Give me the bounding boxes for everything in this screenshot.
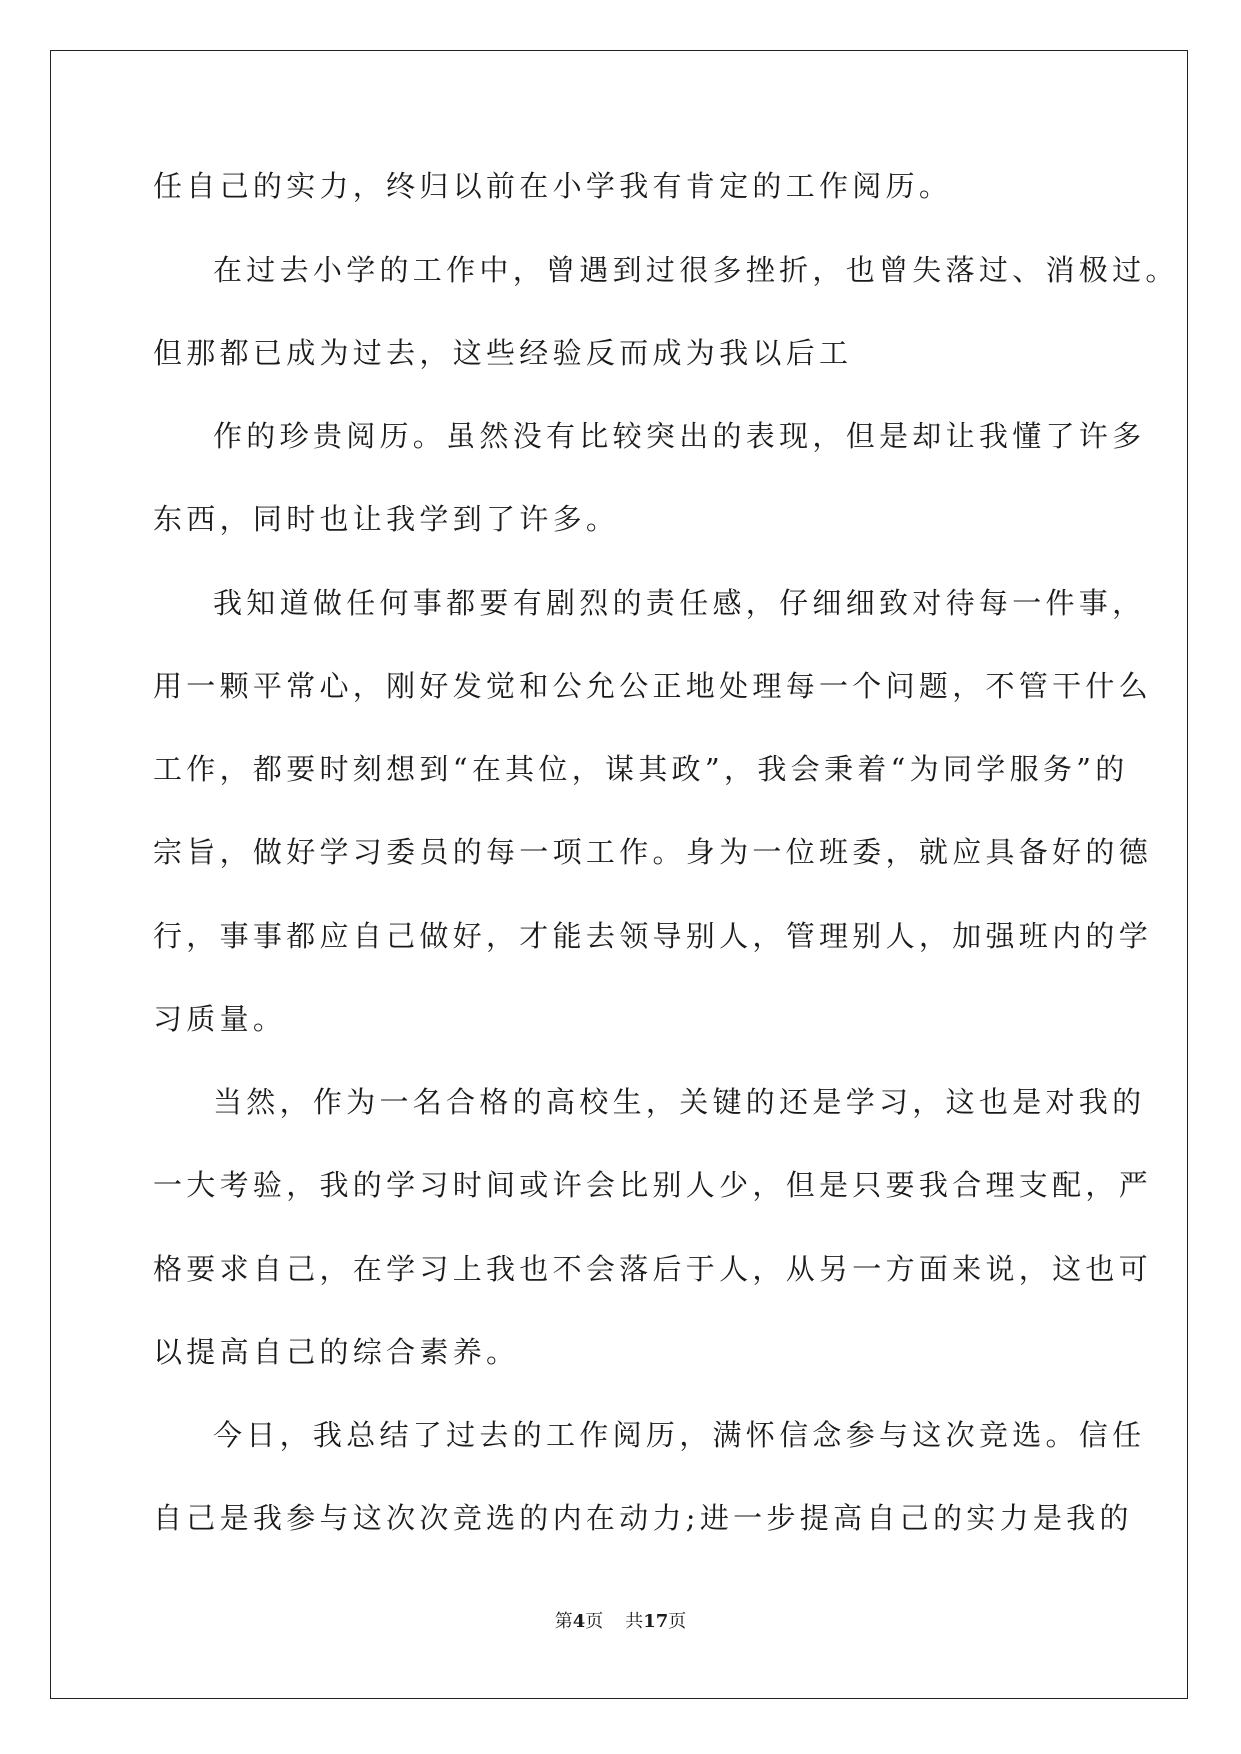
footer-page-suffix: 页: [585, 1611, 604, 1632]
body-line-2: 在过去小学的工作中，曾遇到过很多挫折，也曾失落过、消极过。: [213, 253, 1179, 287]
body-line-12: 当然，作为一名合格的高校生，关键的还是学习，这也是对我的: [213, 1085, 1146, 1119]
body-line-14: 格要求自己，在学习上我也不会落后于人，从另一方面来说，这也可: [153, 1252, 1153, 1286]
body-line-15: 以提高自己的综合素养。: [153, 1335, 520, 1369]
body-line-13: 一大考验，我的学习时间或许会比别人少，但是只要我合理支配，严: [153, 1168, 1153, 1202]
body-line-3: 但那都已成为过去，这些经验反而成为我以后工: [153, 336, 853, 370]
footer-total-suffix: 页: [668, 1611, 687, 1632]
body-line-10: 行，事事都应自己做好，才能去领导别人，管理别人，加强班内的学: [153, 919, 1153, 953]
body-line-16: 今日，我总结了过去的工作阅历，满怀信念参与这次竞选。信任: [213, 1418, 1146, 1452]
body-line-9: 宗旨，做好学习委员的每一项工作。身为一位班委，就应具备好的德: [153, 835, 1153, 869]
body-line-4: 作的珍贵阅历。虽然没有比较突出的表现，但是却让我懂了许多: [213, 419, 1146, 453]
body-line-5: 东西，同时也让我学到了许多。: [153, 502, 620, 536]
body-line-6: 我知道做任何事都要有剧烈的责任感，仔细细致对待每一件事，: [213, 586, 1146, 620]
page-footer: [0, 1610, 1241, 1634]
body-line-1: 任自己的实力，终归以前在小学我有肯定的工作阅历。: [153, 169, 953, 203]
footer-page-prefix: 第: [554, 1611, 573, 1632]
footer-page-number: 4: [572, 1611, 586, 1632]
body-line-7: 用一颗平常心，刚好发觉和公允公正地处理每一个问题，不管干什么: [153, 669, 1153, 703]
footer-total-number: 17: [643, 1611, 669, 1632]
body-line-17: 自己是我参与这次次竞选的内在动力;进一步提高自己的实力是我的: [153, 1501, 1133, 1535]
footer-total-prefix: 共: [625, 1611, 644, 1632]
body-line-11: 习质量。: [153, 1002, 287, 1036]
body-line-8: 工作，都要时刻想到“在其位，谋其政”，我会秉着“为同学服务”的: [153, 752, 1129, 786]
